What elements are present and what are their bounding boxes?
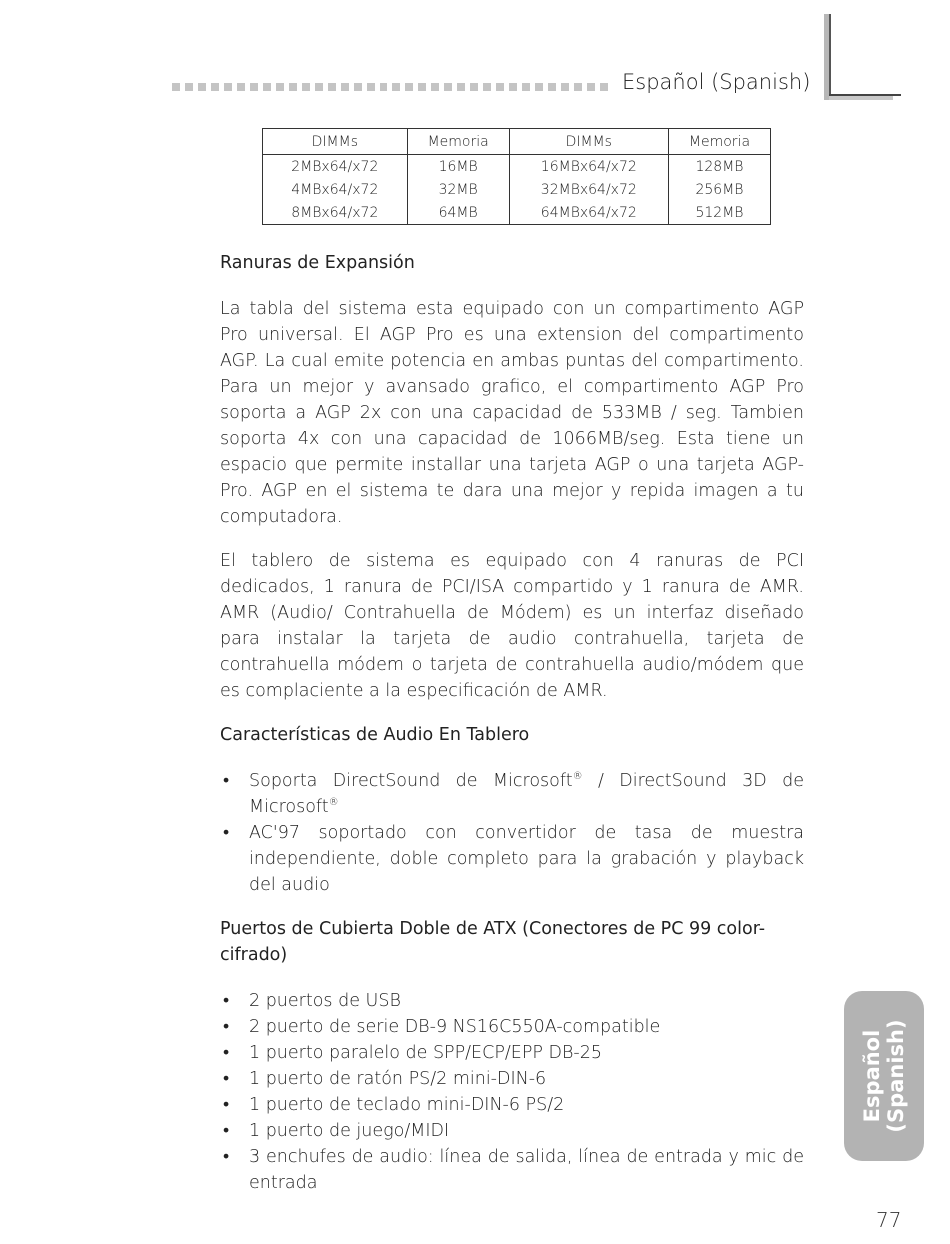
paragraph-agp: La tabla del sistema esta equipado con un compartimento AGP Pro universal. El AGP Pro es una extension del compartimento AGP. La cual emite potencia en ambas puntas del compartimento. Para un mejor y avansado grafico, el compartimento AGP Pro soporta a AGP 2x con una capacidad de 533MB / seg. Tambien soporta 4x con una capacidad de 1066MB/seg. Esta tiene un espacio que permite installar una tarjeta AGP o una tarjeta AGP-Pro. AGP en el sistema te dara una mejor y repida imagen a tu computadora.	[220, 299, 804, 527]
header-dot	[328, 83, 336, 91]
bullet-icon: •	[223, 1043, 230, 1063]
header-dot	[302, 83, 310, 91]
bullet-icon: •	[223, 1147, 230, 1167]
header-dot	[418, 83, 426, 91]
table-cell: 2MBx64/x72	[263, 155, 408, 179]
list-item-text: 1 puerto de ratón PS/2 mini-DIN-6	[249, 1069, 547, 1089]
list-item-text: 2 puertos de USB	[249, 991, 401, 1011]
table-row	[263, 178, 771, 201]
bullet-icon: •	[223, 991, 230, 1011]
side-tab-line-2: (Spanish)	[884, 1019, 908, 1133]
header-dot	[574, 83, 582, 91]
header-dot	[548, 83, 556, 91]
corner-mark-vertical-line	[829, 14, 831, 96]
section-heading-audio: Características de Audio En Tablero	[220, 725, 530, 745]
list-item	[220, 768, 804, 820]
header-dot	[431, 83, 439, 91]
header-dot	[250, 83, 258, 91]
header-dot	[587, 83, 595, 91]
table-cell: 8MBx64/x72	[263, 201, 408, 225]
bullet-icon: •	[223, 823, 230, 843]
section-heading-ports: Puertos de Cubierta Doble de ATX (Conectores de PC 99 color-cifrado)	[220, 919, 766, 965]
paragraph-pci: El tablero de sistema es equipado con 4 ranuras de PCI dedicados, 1 ranura de PCI/ISA compartido y 1 ranura de AMR. AMR (Audio/ Contrahuella de Módem) es un interfaz diseñado para instalar la tarjeta de audio contrahuella, tarjeta de contrahuella módem o tarjeta de contrahuella audio/módem que es complaciente a la especificación de AMR.	[220, 551, 804, 701]
header-dot	[185, 83, 193, 91]
list-item	[220, 1066, 804, 1092]
header-dot	[496, 83, 504, 91]
list-item-text: AC'97 soportado con convertidor de tasa de muestra independiente, doble completo para la grabación y playback del audio	[249, 823, 804, 895]
header-dot	[470, 83, 478, 91]
header-dot	[289, 83, 297, 91]
header-dot	[600, 83, 608, 91]
header-dot	[172, 83, 180, 91]
table-cell: 64MBx64/x72	[509, 201, 668, 225]
list-item-text: 1 puerto paralelo de SPP/ECP/EPP DB-25	[249, 1043, 603, 1063]
header-dot	[367, 83, 375, 91]
side-tab-line-1: Español	[860, 1029, 884, 1123]
table-cell: 16MB	[407, 155, 509, 179]
table-header-row	[263, 129, 771, 155]
bullet-icon: •	[223, 1069, 230, 1089]
header-dot	[276, 83, 284, 91]
header-dot	[444, 83, 452, 91]
header-dot	[263, 83, 271, 91]
header-dot	[341, 83, 349, 91]
table-cell: 16MBx64/x72	[509, 155, 668, 179]
header-dot	[237, 83, 245, 91]
header-dot	[535, 83, 543, 91]
table-header-cell: Memoria	[407, 129, 509, 155]
table-cell: 256MB	[668, 178, 770, 201]
registered-mark: ®	[572, 771, 583, 783]
list-item-text: 1 puerto de juego/MIDI	[249, 1121, 450, 1141]
bullet-icon: •	[223, 1095, 230, 1115]
list-item-text: Soporta DirectSound de Microsoft	[249, 771, 573, 791]
list-item-text: 2 puerto de serie DB-9 NS16C550A-compatible	[249, 1017, 661, 1037]
list-item-text: 3 enchufes de audio: línea de salida, línea de entrada y mic de entrada	[249, 1147, 804, 1193]
page-header-title: Español (Spanish)	[622, 70, 811, 94]
language-side-tab-label	[860, 1019, 908, 1132]
header-dot	[483, 83, 491, 91]
header-dot	[211, 83, 219, 91]
list-item-text: 1 puerto de teclado mini-DIN-6 PS/2	[249, 1095, 565, 1115]
table-cell: 512MB	[668, 201, 770, 225]
table-header-cell: DIMMs	[263, 129, 408, 155]
header-dot	[354, 83, 362, 91]
page-content	[220, 250, 804, 1214]
table-cell: 64MB	[407, 201, 509, 225]
header-dot	[315, 83, 323, 91]
list-item	[220, 1014, 804, 1040]
list-item	[220, 1144, 804, 1196]
header-dot	[405, 83, 413, 91]
header-dot-rule	[172, 83, 608, 93]
header-dot	[522, 83, 530, 91]
memory-table	[262, 128, 771, 225]
table-cell: 128MB	[668, 155, 770, 179]
bullet-icon: •	[223, 771, 230, 791]
header-dot	[224, 83, 232, 91]
header-dot	[457, 83, 465, 91]
table-header-cell: DIMMs	[509, 129, 668, 155]
header-dot	[392, 83, 400, 91]
header-dot	[509, 83, 517, 91]
list-item-text: / DirectSound 3D de Microsoft	[249, 771, 804, 817]
corner-mark-horizontal-shade	[829, 96, 893, 100]
list-item	[220, 1040, 804, 1066]
header-dot	[198, 83, 206, 91]
bullet-icon: •	[223, 1017, 230, 1037]
list-item	[220, 820, 804, 898]
ports-list	[220, 988, 804, 1196]
section-heading-expansion: Ranuras de Expansión	[220, 253, 415, 273]
list-item	[220, 988, 804, 1014]
header-dot	[380, 83, 388, 91]
audio-feature-list	[220, 768, 804, 898]
table-cell: 32MB	[407, 178, 509, 201]
table-cell: 32MBx64/x72	[509, 178, 668, 201]
bullet-icon: •	[223, 1121, 230, 1141]
table-row	[263, 155, 771, 179]
table-row	[263, 201, 771, 225]
table-cell: 4MBx64/x72	[263, 178, 408, 201]
page-number: 77	[876, 1208, 902, 1232]
list-item	[220, 1118, 804, 1144]
header-dot	[561, 83, 569, 91]
table-header-cell: Memoria	[668, 129, 770, 155]
list-item	[220, 1092, 804, 1118]
registered-mark: ®	[328, 797, 339, 809]
